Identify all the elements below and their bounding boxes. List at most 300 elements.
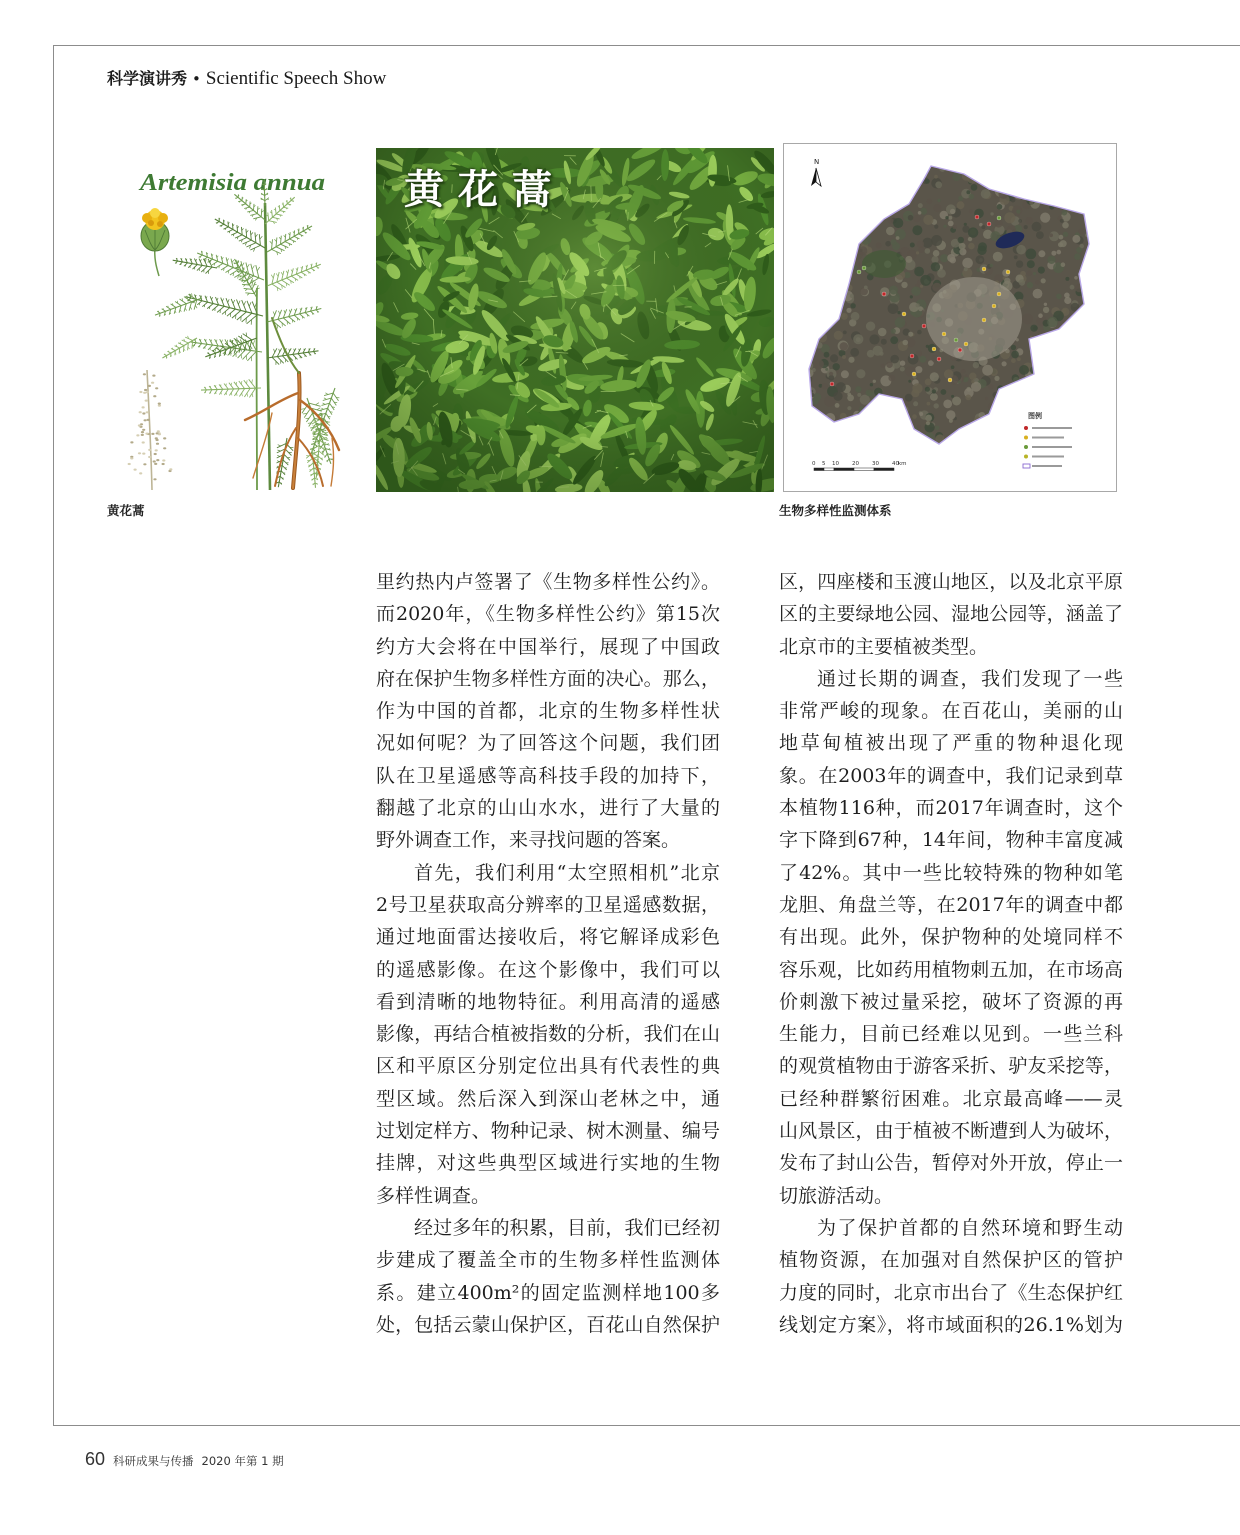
terrain-patch [885,433,895,443]
floret [163,447,166,449]
leaflet-lobe [252,379,253,383]
terrain-patch [824,352,830,358]
leaflet [175,346,180,348]
leaflet-lobe [241,381,242,384]
floret [142,429,145,431]
roots [245,318,339,488]
terrain-patch [937,269,946,278]
leaflet [247,210,253,212]
leaflet-lobe [244,301,246,305]
terrain-patch [945,216,948,219]
leaflet-lobe [228,299,230,302]
terrain-patch [963,437,972,446]
terrain-patch [1033,383,1043,393]
terrain-patch [923,215,933,225]
leaflet [272,239,273,249]
monitoring-point [857,270,861,274]
terrain-patch [855,223,861,229]
terrain-patch [952,397,961,406]
leaflet [272,249,281,253]
monitoring-point [982,267,986,271]
leaflet [202,302,207,307]
terrain-patch [814,231,818,235]
terrain-patch [902,171,908,177]
terrain-patch [983,435,992,444]
floret [169,468,172,470]
illustration-title: Artemisia annua [137,170,325,196]
terrain-patch [829,372,833,376]
text-line: 挂牌，对这些典型区域进行实地的生物 [376,1152,720,1175]
floret [153,460,156,462]
terrain-patch [937,199,940,202]
text-line: 北京市的主要植被类型。 [779,635,989,658]
terrain-patch [1010,174,1017,181]
terrain-patch [933,250,940,257]
terrain-patch [1089,192,1097,200]
terrain-patch [935,181,942,188]
terrain-patch [892,404,897,409]
terrain-patch [969,444,974,449]
terrain-patch [818,194,826,202]
terrain-patch [1085,327,1089,331]
leaflet-lobe [300,308,301,310]
terrain-patch [859,442,865,448]
leaflet [217,306,224,312]
terrain-patch [1043,307,1049,313]
leaflet [230,270,238,275]
terrain-patch [1078,311,1083,316]
leaflet [182,340,189,343]
leaflet [232,311,241,319]
terrain-patch [1033,289,1043,299]
leaflet [237,272,242,273]
terrain-patch [1060,337,1065,342]
terrain-patch [917,330,922,335]
terrain-patch [943,400,952,409]
leaflet-lobe [227,340,228,343]
terrain-patch [1078,389,1088,399]
terrain-patch [870,383,873,386]
scale-segment [854,468,874,471]
leaflet [291,276,298,280]
terrain-patch [806,418,811,423]
leaflet [333,393,338,401]
terrain-patch [841,370,849,378]
text-line: 区和平原区分别定位出具有代表性的典 [376,1055,720,1078]
terrain-patch [1004,278,1010,284]
terrain-patch [1021,167,1027,173]
leaflet [254,204,255,211]
terrain-patch [1041,278,1046,283]
scale-bar [812,461,907,471]
terrain-patch [1064,431,1072,439]
terrain-patch [1000,405,1004,409]
terrain-patch [847,406,851,410]
leaflet [239,276,245,277]
terrain-patch [968,163,977,172]
terrain-patch [934,225,938,229]
page-frame-left-rule [53,45,54,1425]
terrain-patch [976,255,985,264]
monitoring-point [982,318,986,322]
terrain-patch [869,334,879,344]
terrain-patch [804,210,808,214]
paragraph [779,1212,1123,1341]
terrain-patch [1009,427,1015,433]
terrain-patch [964,223,967,226]
terrain-patch [850,303,855,308]
leaflet [171,349,175,351]
terrain-patch [869,194,874,199]
terrain-patch [825,368,828,371]
terrain-patch [1020,161,1027,168]
terrain-patch [1062,309,1066,313]
leaflet [220,224,224,226]
leaflet-lobe [278,450,281,451]
leaflet-lobe [201,296,202,298]
terrain-patch [849,174,859,184]
terrain-patch [1024,225,1028,229]
text-line: 区，四座楼和玉渡山地区，以及北京平原 [779,571,1123,593]
terrain-patch [1017,357,1021,361]
text-line: 已经种群繁衍困难。北京最高峰——灵 [779,1087,1123,1110]
terrain-patch [835,403,840,408]
terrain-patch [837,430,842,435]
text-line: 型区域。然后深入到深山老林之中，通 [376,1087,720,1110]
terrain-patch [850,294,854,298]
floret [130,457,133,459]
terrain-patch [934,403,939,408]
terrain-patch [1008,423,1014,429]
terrain-patch [882,399,887,404]
leaflet [272,348,277,357]
flower-head [141,208,169,276]
floret [154,453,157,455]
terrain-patch [823,302,831,310]
floret [156,443,159,445]
terrain-patch [1080,427,1084,431]
terrain-patch [857,393,861,397]
terrain-patch [962,258,973,269]
leaflet [309,418,315,426]
artemisia-illustration [107,148,345,492]
urban-area [926,277,1022,361]
floret [152,375,155,377]
terrain-patch [995,219,1003,227]
leaflet-lobe [278,311,280,314]
text-line: 2号卫星获取高分辨率的卫星遥感数据， [376,893,720,916]
monitoring-point [992,304,996,308]
floret [162,459,165,461]
leaflet-lobe [299,349,300,351]
terrain-patch [856,369,865,378]
terrain-patch [925,387,930,392]
terrain-patch [891,329,896,334]
terrain-patch [1070,187,1073,190]
terrain-patch [1086,289,1089,292]
leaflet-lobe [180,310,181,312]
scale-label: 5 [822,461,826,467]
seed-spike-stalk [147,370,152,490]
terrain-patch [989,264,993,268]
leaflet [277,348,281,356]
terrain-patch [816,424,819,427]
terrain-patch [1046,344,1056,354]
monitoring-point [862,266,866,270]
leaflet-lobe [278,445,281,446]
leaflet-lobe [334,402,337,403]
terrain-patch [848,357,854,363]
paragraph [779,663,1123,1212]
terrain-patch [1076,329,1081,334]
text-line: 处，包括云蒙山保护区，百花山自然保护 [376,1313,720,1336]
text-line: 的观赏植物由于游客采折、驴友采挖等， [779,1055,1123,1078]
terrain-patch [926,345,929,348]
terrain-patch [968,243,975,250]
leaflet [167,351,171,353]
leaflet-lobe [286,271,288,274]
terrain-patch [808,439,813,444]
terrain-patch [1060,367,1066,373]
terrain-patch [990,164,997,171]
leaflet [240,280,247,281]
leaflet-lobe [305,232,306,233]
terrain-patch [916,303,920,307]
leaflet [243,334,252,340]
terrain-patch [830,257,836,263]
text-line: 山风景区，由于植被不断遭到人为破坏， [779,1120,1123,1143]
page-frame-bottom-rule [53,1425,1240,1426]
terrain-patch [1065,393,1072,400]
terrain-patch [953,225,957,229]
terrain-patch [925,179,930,184]
terrain-patch [832,181,837,186]
leaflet-lobe [211,340,212,342]
terrain-patch [952,172,961,181]
terrain-patch [903,164,908,169]
leaflet-lobe [191,259,192,261]
terrain-patch [1082,308,1085,311]
leaflet [284,454,290,460]
terrain-patch [807,234,810,237]
leaflet-lobe [205,259,206,262]
map-caption: 生物多样性监测体系 [779,503,892,518]
terrain-patch [930,372,939,381]
terrain-patch [1038,250,1045,257]
terrain-patch [1091,397,1095,401]
leaflet-lobe [305,308,306,310]
leaflet [296,274,302,278]
terrain-patch [1049,361,1060,372]
terrain-patch [1087,364,1092,369]
terrain-patch [899,407,906,414]
issue-label: 2020 年第 1 期 [201,1454,284,1468]
terrain-patch [1070,371,1081,382]
terrain-patch [948,216,952,220]
leaflet-lobe [242,263,244,266]
terrain-patch [890,336,898,344]
leaflet [178,343,184,346]
leaflet [279,205,280,211]
terrain-patch [1036,440,1039,443]
floret [158,403,161,405]
paragraph [376,857,720,1212]
terrain-patch [1070,431,1079,440]
terrain-patch [814,423,824,433]
terrain-patch [914,175,921,182]
terrain-patch [945,444,950,449]
terrain-patch [1018,417,1027,426]
leaflet [281,236,282,245]
terrain-patch [993,414,1003,424]
text-line: 区的主要绿地公园、湿地公园等，涵盖了 [779,603,1123,626]
leaflet-lobe [270,241,272,244]
terrain-patch [1016,260,1023,267]
terrain-patch [1038,164,1046,172]
terrain-patch [991,182,999,190]
terrain-patch [883,183,889,189]
leaflet-lobe [313,452,315,453]
legend-label-mark [1032,427,1072,429]
terrain-patch [833,276,837,280]
text-line: 切旅游活动。 [779,1184,894,1207]
terrain-patch [981,189,991,199]
leaflet-lobe [222,299,223,302]
text-line: 价刺激下被过量采挖，破坏了资源的再 [779,990,1123,1013]
leaflet [285,234,286,242]
terrain-patch [1074,366,1083,375]
terrain-patch [1073,314,1082,323]
page-frame-top-rule [53,45,1240,46]
leaflet [277,272,279,282]
terrain-patch [925,415,932,422]
terrain-patch [876,399,881,404]
leaflet-lobe [222,257,223,259]
terrain-patch [864,409,871,416]
leaflet [241,227,242,235]
text-line: 队在卫星遥感等高科技手段的加持下， [376,764,720,787]
terrain-patch [801,344,808,351]
scale-segment [814,468,824,471]
terrain-patch [1027,270,1033,276]
terrain-patch [839,273,847,281]
section-separator: • [192,70,201,88]
terrain-patch [1072,437,1078,443]
terrain-patch [818,275,827,284]
floret [143,373,146,375]
illustration-caption: 黄花蒿 [107,503,145,518]
terrain-patch [1038,267,1045,274]
terrain-patch [1009,426,1020,437]
terrain-patch [807,194,816,203]
floret [158,405,161,407]
terrain-patch [913,401,918,406]
terrain-patch [1068,349,1073,354]
text-line: 约方大会将在中国举行，展现了中国政 [376,635,720,658]
leaflet [245,293,254,294]
terrain-patch [1065,192,1069,196]
monitoring-point [912,372,916,376]
leaflet [212,261,218,265]
terrain-patch [985,397,988,400]
terrain-patch [871,411,877,417]
forest-area [862,250,906,278]
floret [141,431,144,433]
text-line: 作为中国的首都，北京的生物多样性状 [376,700,720,723]
leaflet [294,315,300,320]
scale-segment [824,468,834,471]
scale-label: 10 [832,461,839,467]
terrain-patch [815,338,818,341]
terrain-patch [892,170,895,173]
terrain-patch [879,190,888,199]
terrain-patch [1071,426,1082,437]
terrain-patch [927,199,933,205]
leaflet [304,408,311,418]
terrain-patch [835,205,840,210]
terrain-patch [927,402,931,406]
terrain-patch [826,431,832,437]
leaflet [272,210,273,217]
floret [136,434,139,436]
terrain-patch [1049,233,1053,237]
leaflet [226,268,234,273]
terrain-patch [1085,377,1094,386]
floret [148,385,151,387]
terrain-patch [886,161,895,170]
terrain-patch [1004,402,1012,410]
leaflet-lobe [216,340,217,343]
monitoring-point [975,215,979,219]
leaflet-lobe [185,308,187,311]
main-stem [265,203,270,490]
leaflet [259,234,260,245]
floret [142,453,145,455]
floret [155,449,158,451]
terrain-patch [893,426,900,433]
terrain-patch [1018,219,1022,223]
terrain-patch [918,306,923,311]
terrain-patch [849,438,854,443]
terrain-patch [993,252,1003,262]
terrain-patch [1042,340,1049,347]
terrain-patch [1063,355,1073,365]
floret [145,433,148,435]
leaflet-lobe [196,259,197,261]
terrain-patch [910,295,913,298]
terrain-patch [919,412,923,416]
text-line: 过划定样方、物种记录、树木测量、编号 [376,1120,720,1143]
leaflet-lobe [221,225,222,227]
terrain-patch [811,217,816,222]
terrain-patch [1037,382,1042,387]
monitoring-point [964,342,968,346]
floret [141,434,144,436]
terrain-patch [844,184,854,194]
floret [157,430,160,432]
terrain-patch [840,235,844,239]
leaflet [326,413,330,419]
terrain-patch [941,389,947,395]
terrain-patch [840,442,850,452]
terrain-patch [906,434,912,440]
terrain-patch [824,396,835,407]
leaflet-lobe [187,296,188,299]
leaflet-lobe [279,349,280,352]
leaflet-lobe [311,307,312,309]
terrain-patch [845,190,850,195]
terrain-patch [1030,325,1037,332]
